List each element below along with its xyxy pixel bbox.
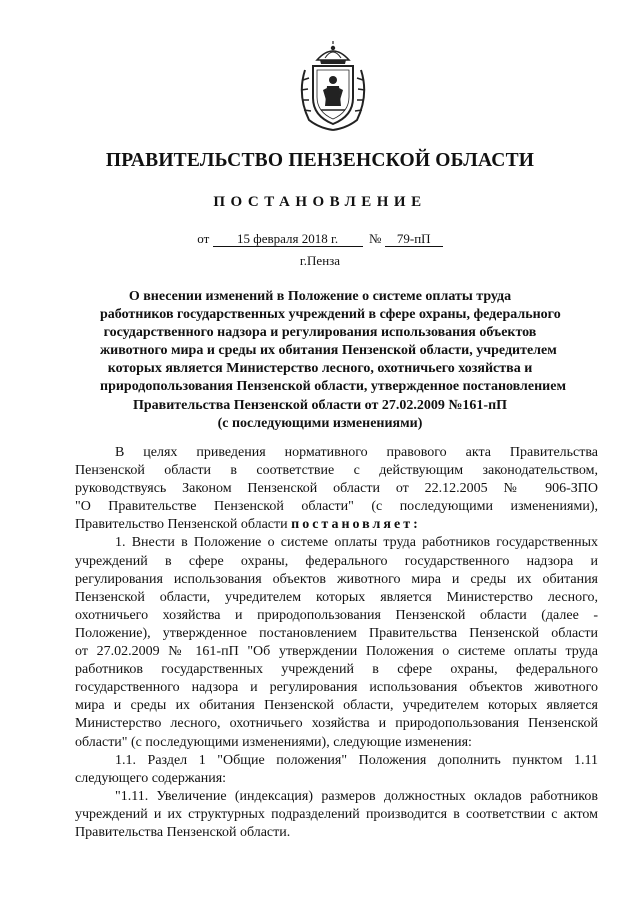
- text-line: Пензенской области в соответствие с действующим законодательством,: [75, 463, 598, 479]
- subject-line: работников государственных учреждений в сфере охраны, федерального: [100, 307, 561, 323]
- organization-title: ПРАВИТЕЛЬСТВО ПЕНЗЕНСКОЙ ОБЛАСТИ: [105, 150, 535, 171]
- intro-paragraph: [75, 444, 598, 534]
- document-subject: [100, 288, 566, 433]
- text-line: руководствуясь Законом Пензенской области от 22.12.2005 № 906-ЗПО: [75, 481, 598, 497]
- text-line: области" (с последующими изменениями), следующие изменения:: [75, 734, 472, 750]
- text-line: учреждений и их структурных подразделений производится в соответствии с актом: [75, 806, 598, 822]
- subject-line: О внесении изменений в Положение о системе оплаты труда: [128, 289, 512, 304]
- item-1-1-paragraph: [75, 752, 598, 788]
- text-line: работников государственных учреждений в сфере охраны, федерального: [75, 662, 598, 678]
- text-line: Министерство лесного, охотничьего хозяйства и природопользования Пензенской: [75, 716, 598, 732]
- number-prefix: №: [369, 231, 382, 246]
- date-number-line: [0, 231, 640, 247]
- text-line: Правительства Пензенской области.: [75, 824, 291, 840]
- text-line: В целях приведения нормативного правового акта Правительства: [115, 445, 598, 460]
- text-line: учреждений в сфере охраны, федерального государственного надзора и: [75, 553, 598, 569]
- text-line: 1. Внести в Положение о системе оплаты труда работников государственных: [115, 535, 598, 551]
- text-line: 1.1. Раздел 1 "Общие положения" Положения дополнить пунктом 1.11: [115, 752, 598, 768]
- text-line: государственного надзора и регулирования использования объектов животного: [75, 680, 598, 696]
- decree-word: постановляет:: [291, 517, 421, 533]
- subject-line: (с последующими изменениями): [217, 415, 423, 431]
- date-prefix: от: [197, 231, 210, 246]
- text-line: Пензенской области, учредителем которых является Министерство лесного,: [75, 589, 598, 605]
- text-line: следующего содержания:: [75, 770, 227, 786]
- item-1-paragraph: [75, 534, 598, 751]
- city: г.Пенза: [299, 253, 341, 268]
- subject-line: государственного надзора и регулирования использования объектов: [103, 325, 537, 341]
- text-line: Положение), утвержденное постановлением Правительства Пензенской области: [75, 625, 598, 641]
- text-line: [75, 516, 598, 534]
- text-line: от 27.02.2009 № 161-пП "Об утверждении Положения о системе оплаты труда: [75, 644, 598, 660]
- subject-line: Правительства Пензенской области от 27.02.2009 №161-пП: [132, 397, 508, 413]
- subject-line: животного мира и среды их обитания Пензенской области, учредителем: [100, 343, 557, 359]
- document-type: ПОСТАНОВЛЕНИЕ: [213, 194, 427, 210]
- document-body: [75, 444, 598, 842]
- text-line: охотничьего хозяйства и природопользования Пензенской области (далее -: [75, 607, 598, 623]
- subject-line: природопользования Пензенской области, утвержденное постановлением: [100, 379, 566, 395]
- document-date: 15 февраля 2018 г.: [213, 232, 363, 247]
- quoted-paragraph: [75, 788, 598, 842]
- subject-line: которых является Министерство лесного, охотничьего хозяйства и: [107, 361, 533, 377]
- intro-last-text: Правительство Пензенской области: [75, 517, 288, 533]
- text-line: "1.11. Увеличение (индексация) размеров должностных окладов работников: [115, 788, 598, 804]
- text-line: мира и среды их обитания Пензенской области, учредителем которых является: [75, 698, 598, 714]
- coat-of-arms-emblem: [295, 40, 371, 132]
- document-number: 79-пП: [385, 232, 443, 247]
- text-line: "О Правительстве Пензенской области" (с последующими изменениями),: [75, 499, 598, 515]
- text-line: регулирования использования объектов животного мира и среды их обитания: [75, 571, 598, 587]
